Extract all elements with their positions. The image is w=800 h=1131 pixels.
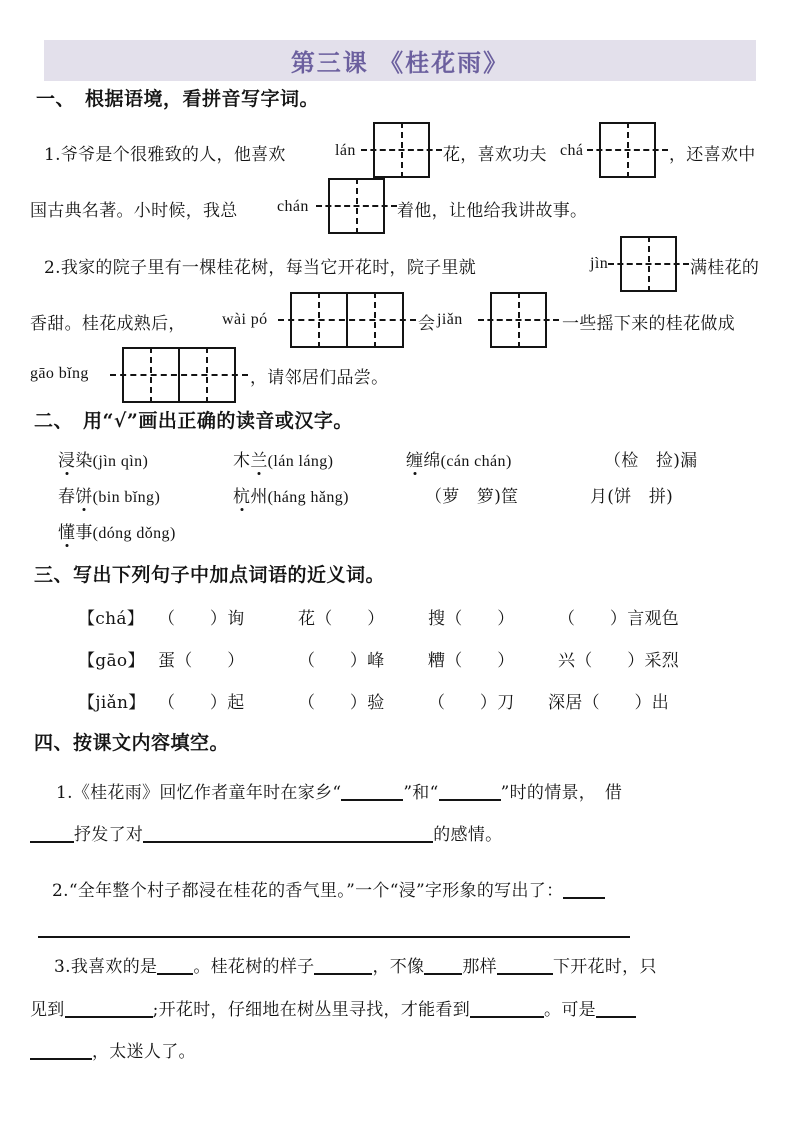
s4-item1-text-c: ”时的情景， 借 xyxy=(500,783,623,803)
pinyin-choices[interactable]: (dóng dǒng) xyxy=(92,525,176,542)
s4-item1-text-e: 的感情。 xyxy=(433,825,503,845)
pinyin-choices[interactable]: (lán láng) xyxy=(267,453,334,470)
s1-item1-pinyin-lan: lán xyxy=(335,142,356,159)
s3-row3-cell-2[interactable]: （ ）验 xyxy=(298,693,385,713)
s2-row2-item1[interactable] xyxy=(58,482,160,507)
s3-row2-cell-2[interactable]: （ ）峰 xyxy=(298,651,385,671)
s4-item3-text-i: ，太迷人了。 xyxy=(92,1042,196,1062)
s1-item1-line2-part-b: 着他，让他给我讲故事。 xyxy=(397,201,588,221)
answer-blank[interactable] xyxy=(143,841,433,843)
s4-item3-line3 xyxy=(30,1037,196,1062)
s1-item2-line2-part-a: 香甜。桂花成熟后， xyxy=(30,314,186,334)
s1-item2-line1-part-b: 满桂花的 xyxy=(690,258,760,278)
s4-item1-text-d: 抒发了对 xyxy=(74,825,144,845)
writing-box-waipo[interactable] xyxy=(290,292,404,348)
s1-item2-line2-part-c: 一些摇下来的桂花做成 xyxy=(562,314,735,334)
box-center-guide xyxy=(587,149,668,151)
box-center-guide xyxy=(316,205,397,207)
s4-item3-text-g: ;开花时，仔细地在树丛里寻找，才能看到 xyxy=(152,1000,471,1020)
s1-item2-pinyin-waipo: wài pó xyxy=(222,311,268,328)
writing-box-jian[interactable] xyxy=(490,292,547,348)
writing-box-cha[interactable] xyxy=(599,122,656,178)
page-title: 第三课 《桂花雨》 xyxy=(290,48,510,77)
dotted-char: 缠 xyxy=(406,446,423,471)
s4-item3-text-b: 。桂花树的样子 xyxy=(193,957,315,977)
s3-row3-cell-3[interactable]: （ ）刀 xyxy=(428,693,515,713)
s1-item1-line2-part-a: 国古典名著。小时候，我总 xyxy=(30,201,238,221)
dotted-char: 浸 xyxy=(58,446,75,471)
answer-blank[interactable] xyxy=(439,799,501,801)
s2-row3-item1[interactable] xyxy=(58,518,176,543)
s1-item1-line1-part-a: 1.爷爷是个很雅致的人，他喜欢 xyxy=(44,145,286,165)
box-center-guide xyxy=(110,374,248,376)
box-center-guide xyxy=(608,263,689,265)
char: 事 xyxy=(75,523,93,543)
s3-row2-cell-3[interactable]: 糟（ ） xyxy=(428,651,515,671)
s3-row1-cell-4[interactable]: （ ）言观色 xyxy=(558,609,680,629)
answer-blank[interactable] xyxy=(157,973,193,975)
s3-row1-cell-2[interactable]: 花（ ） xyxy=(298,609,385,629)
s1-item2-line2-part-b: 会 xyxy=(418,314,436,334)
s2-row1-item2[interactable] xyxy=(233,446,333,471)
section-heading-3: 三、写出下列句子中加点词语的近义词。 xyxy=(34,564,386,586)
s1-item1-pinyin-chan: chán xyxy=(277,198,309,215)
answer-blank-rule[interactable] xyxy=(38,936,630,938)
writing-box-gaobing[interactable] xyxy=(122,347,236,403)
s4-item2-line1 xyxy=(52,876,605,901)
char: 木 xyxy=(233,451,251,471)
answer-blank[interactable] xyxy=(497,973,553,975)
s1-item2-line1-part-a: 2.我家的院子里有一棵桂花树，每当它开花时，院子里就 xyxy=(44,258,477,278)
section-heading-4: 四、按课文内容填空。 xyxy=(34,732,230,754)
s4-item3-text-d: 那样 xyxy=(462,957,497,977)
char: 染 xyxy=(75,451,93,471)
char: 州 xyxy=(250,487,268,507)
s3-row2-key: 【gāo】 xyxy=(78,651,145,671)
char: 春 xyxy=(58,487,76,507)
s4-item3-text-e: 下开花时，只 xyxy=(552,957,657,977)
answer-blank[interactable] xyxy=(30,1058,92,1060)
s3-row3-cell-4[interactable]: 深居（ ）出 xyxy=(548,693,670,713)
dotted-char: 杭 xyxy=(233,482,250,507)
s4-item3-line1 xyxy=(54,952,657,977)
s4-item3-line2 xyxy=(30,995,636,1020)
s4-item1-line1 xyxy=(56,778,622,803)
s1-item1-line1-part-b: 花，喜欢功夫 xyxy=(443,145,547,165)
box-center-guide xyxy=(478,319,559,321)
answer-blank[interactable] xyxy=(596,1016,636,1018)
title-banner xyxy=(44,40,756,81)
s3-row1-cell-3[interactable]: 搜（ ） xyxy=(428,609,515,629)
s1-item1-line1-part-c: ，还喜欢中 xyxy=(669,145,756,165)
s1-item2-line3-part-a: ，请邻居们品尝。 xyxy=(250,368,389,388)
s1-item2-pinyin-jian: jiǎn xyxy=(437,311,463,328)
s3-row3-key: 【jiǎn】 xyxy=(78,693,146,713)
s2-row1-item1[interactable] xyxy=(58,446,148,471)
s4-item1-text-b: ”和“ xyxy=(403,783,439,803)
answer-blank[interactable] xyxy=(30,841,74,843)
s2-row1-item4[interactable]: （检 捡)漏 xyxy=(604,451,698,471)
s4-item3-text-c: ，不像 xyxy=(372,957,425,977)
s4-item1-text-a: 1.《桂花雨》回忆作者童年时在家乡“ xyxy=(56,783,342,803)
s1-item2-pinyin-gaobing: gāo bǐng xyxy=(30,365,89,382)
answer-blank[interactable] xyxy=(341,799,403,801)
char: 绵 xyxy=(423,451,441,471)
pinyin-choices[interactable]: (bin bǐng) xyxy=(92,489,161,506)
answer-blank[interactable] xyxy=(563,897,605,899)
answer-blank[interactable] xyxy=(314,973,372,975)
s2-row2-item4[interactable]: 月(饼 拼) xyxy=(590,487,674,507)
s3-row1-cell-1[interactable]: （ ）询 xyxy=(158,609,245,629)
answer-blank[interactable] xyxy=(470,1016,544,1018)
pinyin-choices[interactable]: (cán chán) xyxy=(440,453,512,470)
writing-box-lan[interactable] xyxy=(373,122,430,178)
s3-row1-key: 【chá】 xyxy=(78,609,145,629)
s4-item3-text-a: 3.我喜欢的是 xyxy=(54,957,158,977)
answer-blank[interactable] xyxy=(65,1016,153,1018)
s4-item3-text-f: 见到 xyxy=(30,1000,65,1020)
box-center-guide xyxy=(361,149,442,151)
dotted-char: 懂 xyxy=(58,518,75,543)
s4-item1-line2 xyxy=(30,820,502,845)
answer-blank[interactable] xyxy=(424,973,462,975)
s3-row2-cell-1[interactable]: 蛋（ ） xyxy=(158,651,245,671)
s4-item2-text-a: 2.“全年整个村子都浸在桂花的香气里。”一个“浸”字形象的写出了： xyxy=(52,881,564,901)
s4-item3-text-h: 。可是 xyxy=(544,1000,596,1020)
s3-row3-cell-1[interactable]: （ ）起 xyxy=(158,693,245,713)
s1-item2-pinyin-jin: jìn xyxy=(590,255,609,272)
s2-row1-item3[interactable] xyxy=(406,446,512,471)
box-center-guide xyxy=(278,319,416,321)
s2-row2-item2[interactable] xyxy=(233,482,349,507)
section-heading-2: 二、 用“√”画出正确的读音或汉字。 xyxy=(34,410,353,432)
writing-box-chan[interactable] xyxy=(328,178,385,234)
writing-box-jin[interactable] xyxy=(620,236,677,292)
section-heading-1: 一、 根据语境，看拼音写字词。 xyxy=(36,88,320,110)
s2-row2-item3[interactable]: （萝 箩)筐 xyxy=(425,487,519,507)
s3-row2-cell-4[interactable]: 兴（ ）采烈 xyxy=(558,651,680,671)
dotted-char: 兰 xyxy=(250,446,267,471)
pinyin-choices[interactable]: (háng hǎng) xyxy=(267,489,349,506)
dotted-char: 饼 xyxy=(75,482,92,507)
pinyin-choices[interactable]: (jìn qìn) xyxy=(92,453,149,470)
s1-item1-pinyin-cha: chá xyxy=(560,142,584,159)
